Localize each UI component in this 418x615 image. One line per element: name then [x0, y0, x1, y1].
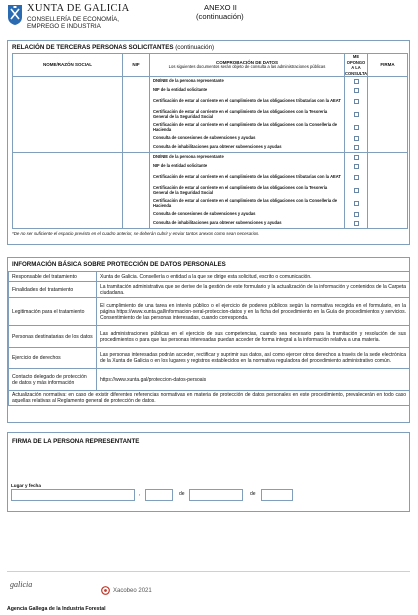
place-field[interactable]	[11, 489, 135, 501]
table-row: Finalidades del tratamiento La tramitación administrativa que se derive de la gestión de este formulario y la actualización de la información y contenidos de la Carpeta ciudadana.	[9, 282, 410, 298]
page-header	[0, 0, 418, 38]
oppose-checkbox[interactable]	[354, 145, 359, 150]
oppose-checkbox[interactable]	[354, 175, 359, 180]
place-date-label: Lugar y fecha	[11, 483, 41, 488]
table-row	[13, 77, 408, 153]
relation-section	[7, 40, 410, 245]
oppose-checkboxes	[345, 153, 368, 229]
table-row	[13, 153, 408, 229]
galicia-logo: galicia	[10, 580, 33, 589]
nif-field[interactable]	[123, 77, 150, 153]
table-row: Contacto delegado de protección de datos y más información https://www.xunta.gal/proteccion-datos-persoais	[9, 369, 410, 391]
oppose-checkbox[interactable]	[354, 99, 359, 104]
relation-title: RELACIÓN DE TERCERAS PERSONAS SOLICITANTES (continuación)	[12, 44, 215, 51]
signature-section	[7, 432, 410, 512]
oppose-checkbox[interactable]	[354, 164, 359, 169]
oppose-checkbox[interactable]	[354, 188, 359, 193]
year-field[interactable]	[261, 489, 293, 501]
xacobeo-icon	[101, 586, 110, 595]
oppose-checkbox[interactable]	[354, 79, 359, 84]
table-row: Legitimación para el tratamiento El cumplimiento de una tarea en interés público o el ejercicio de poderes públicos según la normativa recogida en el formulario, en la página https://www.xunta.gal/informacion-xeral-proteccion-datos y en la ficha del procedimiento en la Guía de procedimientos y servicios. Consentimiento de las personas interesadas, cuando corresponda.	[9, 298, 410, 326]
signature-title: FIRMA DE LA PERSONA REPRESENTANTE	[12, 438, 140, 445]
col-oppose-header: ME OPONGO A LA CONSULTA	[345, 54, 368, 76]
table-row	[9, 391, 410, 406]
brand-name: XUNTA DE GALICIA	[27, 3, 130, 14]
data-protection-title: INFORMACIÓN BÁSICA SOBRE PROTECCIÓN DE DATOS PERSONALES	[12, 261, 226, 268]
footer-divider	[7, 571, 410, 572]
relation-table	[12, 53, 408, 229]
month-field[interactable]	[189, 489, 243, 501]
name-field[interactable]	[13, 153, 123, 229]
table-row: Responsable del tratamiento Xunta de Galicia. Consellería o entidad a la que se dirige esta solicitud, escrito o comunicación.	[9, 272, 410, 282]
oppose-checkbox[interactable]	[354, 221, 359, 226]
check-list: DNI/NIE de la persona representante NIF de la entidad solicitante Certificación de estar al corriente en el cumplimiento de las obligaciones tributarias con la AEAT Certificación de estar al corriente en el cumplimiento de las obligaciones con la Tesorería General de la Seguridad Social Certificación de estar al corriente en el cumplimiento de las obligaciones con la Consellería de Hacienda Consulta de concesiones de subvenciones y ayudas Consulta de inhabilitaciones para obtener subvenciones y ayudas	[150, 153, 345, 229]
name-field[interactable]	[13, 77, 123, 153]
date-separator: ,	[139, 491, 141, 497]
col-name-header: NOME/RAZÓN SOCIAL	[13, 54, 123, 77]
xacobeo-logo: Xacobeo 2021	[101, 586, 152, 595]
date-separator: de	[250, 491, 256, 497]
col-nif-header: NIF	[123, 54, 150, 77]
oppose-checkbox[interactable]	[354, 112, 359, 117]
col-sign-header: FIRMA	[368, 54, 408, 77]
nif-field[interactable]	[123, 153, 150, 229]
data-protection-link[interactable]: https://www.xunta.gal/proteccion-datos-persoais	[97, 369, 410, 391]
oppose-checkbox[interactable]	[354, 125, 359, 130]
oppose-checkbox[interactable]	[354, 212, 359, 217]
department-name: CONSELLERÍA DE ECONOMÍA, EMPREGO E INDUSTRIA	[27, 16, 120, 30]
oppose-checkbox[interactable]	[354, 136, 359, 141]
relation-footnote: *De no ser suficiente el espacio previsto en el cuadro anterior, se deberán cubrir y enviar tantos anexos como sean necesarios.	[12, 231, 260, 236]
date-separator: de	[179, 491, 185, 497]
oppose-checkboxes	[345, 77, 368, 153]
oppose-checkbox[interactable]	[354, 155, 359, 160]
col-check-header: COMPROBACIÓN DE DATOS Los siguientes documentos serán objeto de consulta a las administraciones públicas	[150, 54, 345, 77]
data-protection-table	[8, 271, 410, 406]
xunta-emblem-icon	[7, 4, 23, 26]
check-list: DNI/NIE de la persona representante NIF de la entidad solicitante Certificación de estar al corriente en el cumplimiento de las obligaciones tributarias con la AEAT Certificación de estar al corriente en el cumplimiento de las obligaciones con la Tesorería General de la Seguridad Social Certificación de estar al corriente en el cumplimiento de las obligaciones con la Consellería de Hacienda Consulta de concesiones de subvenciones y ayudas Consulta de inhabilitaciones para obtener subvenciones y ayudas	[150, 77, 345, 153]
table-row: Ejercicio de derechos Las personas interesadas podrán acceder, rectificar y suprimir sus datos, así como ejercer otros derechos a través de la sede electrónica de la Xunta de Galicia o en los lugares y registros establecidos en la normativa reguladora del procedimiento administrativo común.	[9, 348, 410, 369]
agency-name: Agencia Gallega de la Industria Forestal	[7, 606, 106, 612]
table-row: Personas destinatarias de los datos Las administraciones públicas en el ejercicio de sus competencias, cuando sea necesario para la tramitación y resolución de sus procedimientos o para que las personas interesadas puedan acceder de forma integral a la información relativa a una materia.	[9, 326, 410, 348]
data-protection-section	[7, 257, 410, 423]
oppose-checkbox[interactable]	[354, 88, 359, 93]
oppose-checkbox[interactable]	[354, 201, 359, 206]
annex-label: ANEXO II (continuación)	[196, 3, 244, 21]
day-field[interactable]	[145, 489, 173, 501]
signature-field[interactable]	[368, 153, 408, 229]
signature-field[interactable]	[368, 77, 408, 153]
regulatory-update-note: Actualización normativa: en caso de existir diferentes referencias normativas en materia de protección de datos personales en este procedimiento, prevalecerán en todo caso aquellas relativas al Reglamento general de protección de datos.	[9, 391, 410, 406]
